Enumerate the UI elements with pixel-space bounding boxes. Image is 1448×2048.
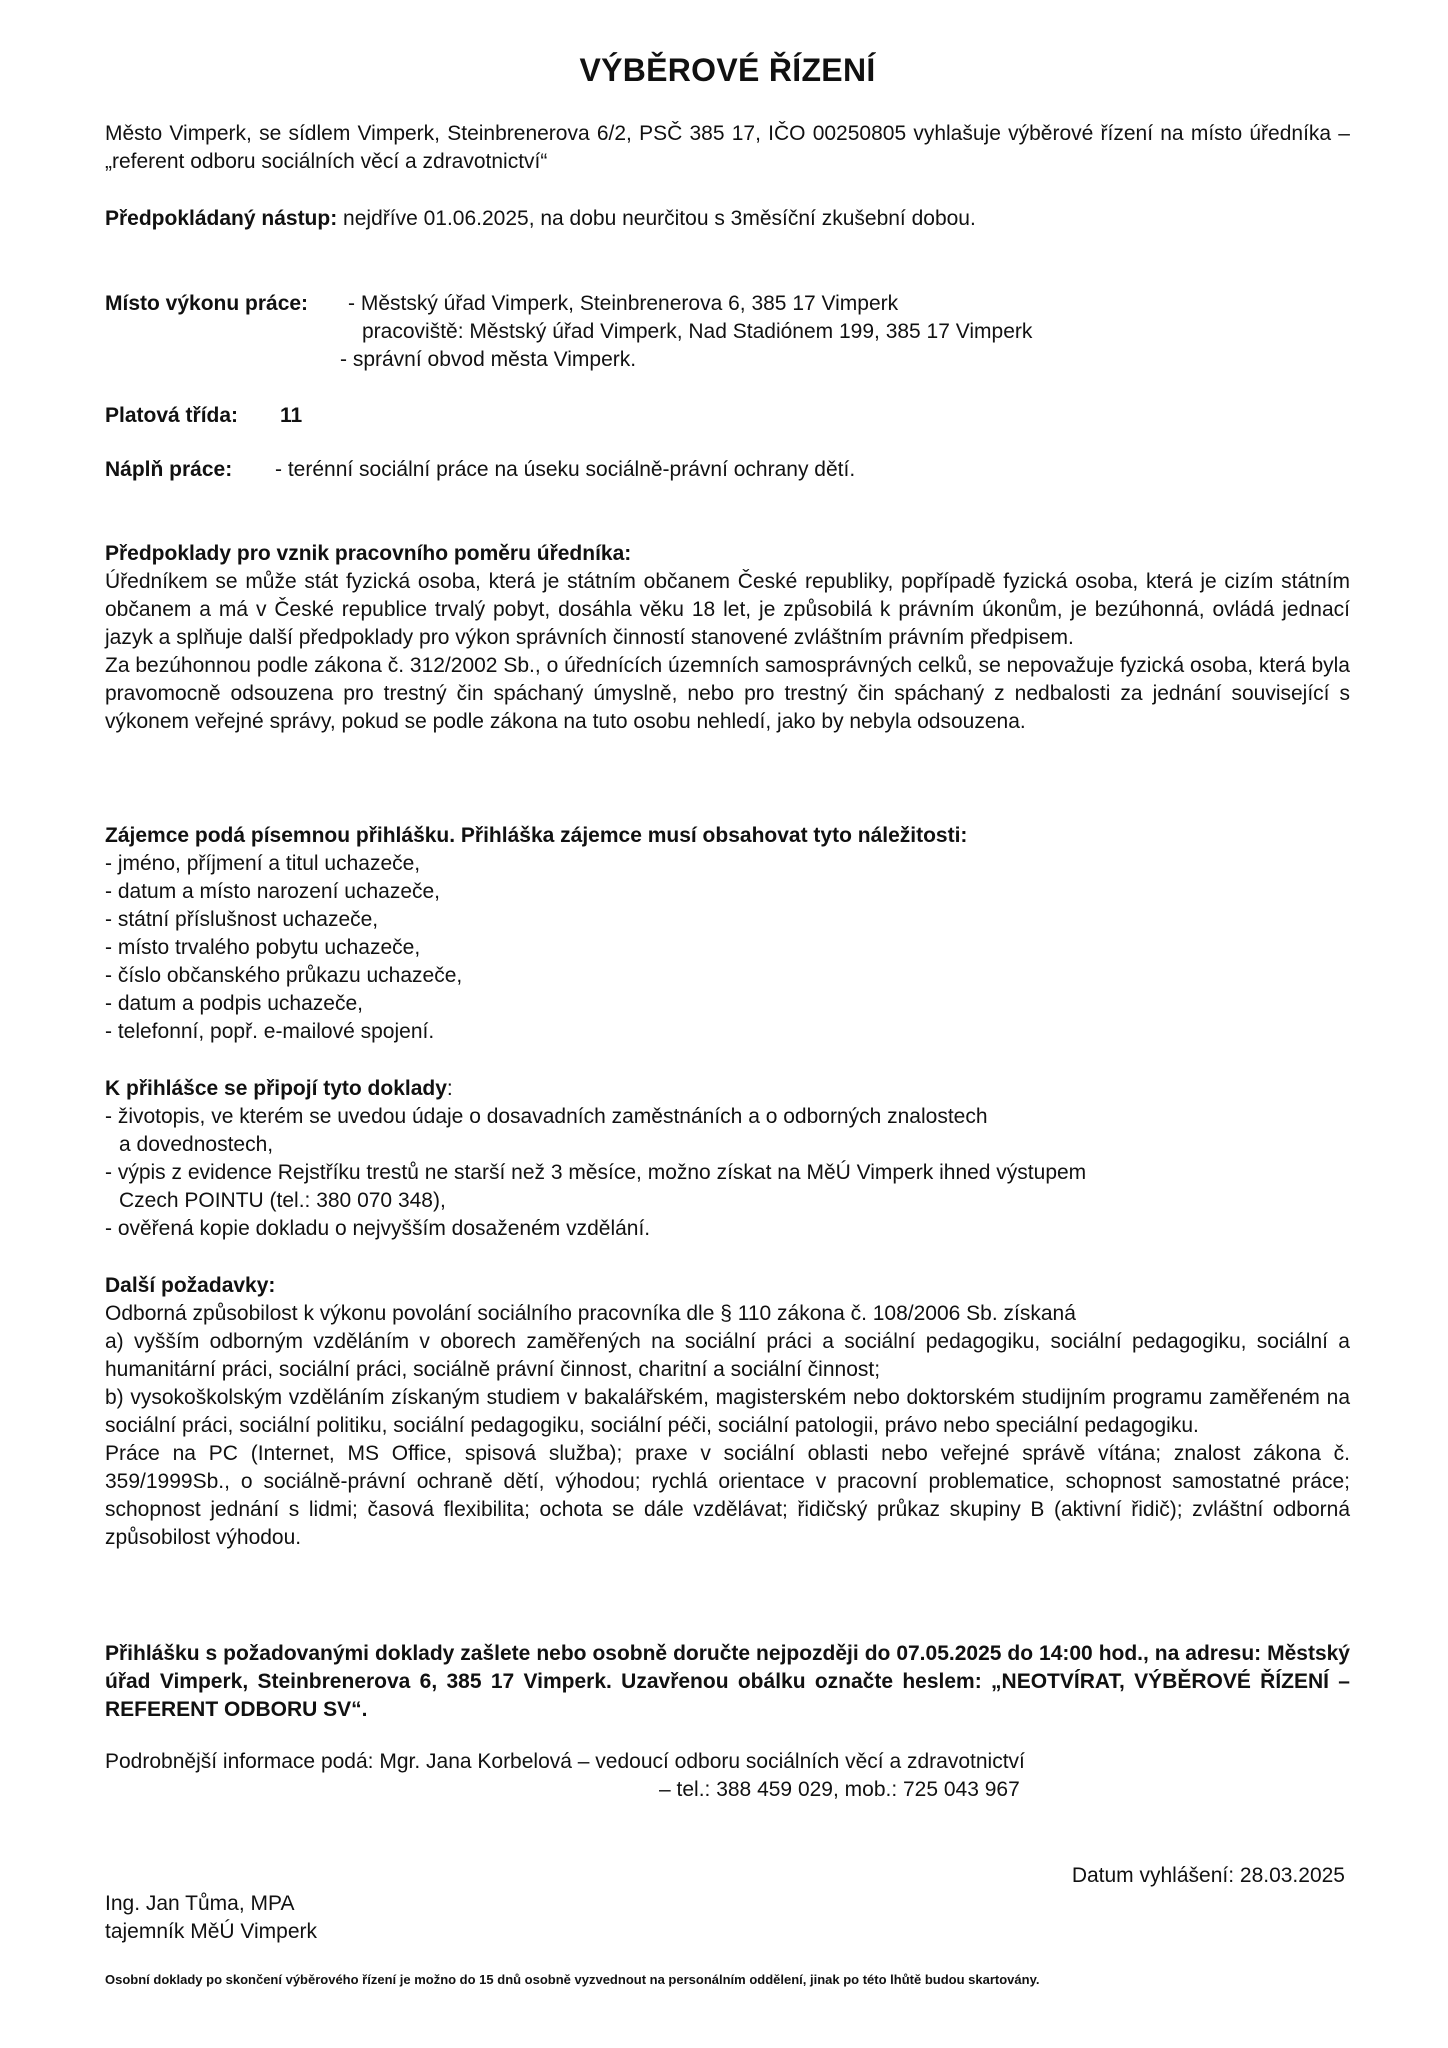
- workplace-line: pracoviště: Městský úřad Vimperk, Nad Stadiónem 199, 385 17 Vimperk: [362, 320, 1033, 343]
- submission-instructions: Přihlášku s požadovanými doklady zašlete nebo osobně doručte nejpozději do 07.05.2025 do 14:00 hod., na adresu: Městský úřad Vimperk, Steinbrenerova 6, 385 17 Vimperk. Uzavřenou obálku označte heslem: „NEOTVÍRAT, VÝBĚROVÉ ŘÍZENÍ – REFERENT ODBORU SV“.: [105, 1642, 1350, 1721]
- footer-note: Osobní doklady po skončení výběrového řízení je možno do 15 dnů osobně vyzvednout na personálním oddělení, jinak po této lhůtě budou skartovány.: [105, 1972, 1040, 1987]
- documents-line: - výpis z evidence Rejstříku trestů ne starší než 3 měsíce, možno získat na MěÚ Vimperk ihned výstupem: [105, 1161, 1087, 1184]
- requirements-line: Odborná způsobilost k výkonu povolání sociálního pracovníka dle § 110 zákona č. 108/2006 Sb. získaná: [105, 1302, 1076, 1325]
- documents-line: Czech POINTU (tel.: 380 070 348),: [119, 1189, 446, 1212]
- signatory-name: Ing. Jan Tůma, MPA: [105, 1892, 295, 1915]
- application-item: - jméno, příjmení a titul uchazeče,: [105, 852, 421, 875]
- requirements-item-b: b) vysokoškolským vzděláním získaným studiem v bakalářském, magisterském nebo doktorském studijním programu zaměřeném na sociální práci, sociální politiku, sociální pedagogiku, sociální péči, sociální patologii, právo nebo speciální pedagogiku.: [105, 1386, 1350, 1437]
- intro-paragraph: Město Vimperk, se sídlem Vimperk, Steinbrenerova 6/2, PSČ 385 17, IČO 00250805 vyhlašuje výběrové řízení na místo úředníka – „referent odboru sociálních věcí a zdravotnictví“: [105, 122, 1350, 173]
- job-value: - terénní sociální práce na úseku sociálně-právní ochrany dětí.: [275, 458, 856, 481]
- requirements-item-a: a) vyšším odborným vzděláním v oborech zaměřených na sociální práci a sociální pedagogiku, sociální pedagogiku, sociální a humanitární práci, sociální práci, sociálně právní činnost, charitní a sociální činnost;: [105, 1330, 1350, 1381]
- workplace-lines: [340, 290, 1032, 374]
- application-item: - datum a podpis uchazeče,: [105, 992, 363, 1015]
- application-item: - státní příslušnost uchazeče,: [105, 908, 379, 931]
- application-item: - číslo občanského průkazu uchazeče,: [105, 964, 463, 987]
- application-item: - datum a místo narození uchazeče,: [105, 880, 441, 903]
- contact-info: [105, 1748, 1350, 1804]
- requirements-other: Práce na PC (Internet, MS Office, spisová služba); praxe v sociální oblasti nebo veřejné správě vítána; znalost zákona č. 359/1999Sb., o sociálně-právní ochraně dětí, výhodou; rychlá orientace v pracovní problematice, schopnost samostatné práce; schopnost jednání s lidmi; časová flexibilita; ochota se dále vzdělávat; řidičský průkaz skupiny B (aktivní řidič); zvláštní odborná způsobilost výhodou.: [105, 1442, 1350, 1549]
- application-heading: Zájemce podá písemnou přihlášku. Přihláška zájemce musí obsahovat tyto náležitosti:: [105, 824, 968, 847]
- job-description: [105, 456, 1350, 484]
- workplace-label: Místo výkonu práce:: [105, 292, 309, 315]
- documents-line: a dovednostech,: [119, 1133, 274, 1156]
- workplace-line: - správní obvod města Vimperk.: [340, 348, 637, 371]
- contact-line: Podrobnější informace podá: Mgr. Jana Korbelová – vedoucí odboru sociálních věcí a zdravotnictví: [105, 1750, 1025, 1773]
- salary-grade: [105, 402, 1350, 430]
- start-label: Předpokládaný nástup:: [105, 207, 338, 230]
- job-label: Náplň práce:: [105, 458, 233, 481]
- application-item: - telefonní, popř. e-mailové spojení.: [105, 1020, 435, 1043]
- announcement-date: Datum vyhlášení: 28.03.2025: [1071, 1864, 1345, 1887]
- documents-heading: K přihlášce se připojí tyto doklady: [105, 1077, 447, 1100]
- documents-section: [105, 1075, 1350, 1243]
- prerequisites-paragraph: Úředníkem se může stát fyzická osoba, která je státním občanem České republiky, popřípadě fyzická osoba, která je cizím státním občanem a má v České republice trvalý pobyt, dosáhla věku 18 let, je způsobilá k právním úkonům, je bezúhonná, ovládá jednací jazyk a splňuje další předpoklady pro výkon správních činností stanovené zvláštním právním předpisem.: [105, 570, 1350, 649]
- salary-label: Platová třída:: [105, 404, 239, 427]
- prerequisites-paragraph: Za bezúhonnou podle zákona č. 312/2002 Sb., o úřednících územních samosprávných celků, se nepovažuje fyzická osoba, která byla pravomocně odsouzena pro trestný čin spáchaný úmyslně, nebo pro trestný čin spáchaný z nedbalosti za jednání související s výkonem veřejné správy, pokud se podle zákona na tuto osobu nehledí, jako by nebyla odsouzena.: [105, 654, 1350, 733]
- signatory-role: tajemník MěÚ Vimperk: [105, 1920, 318, 1943]
- signature-block: [105, 1890, 1350, 1946]
- documents-line: - životopis, ve kterém se uvedou údaje o dosavadních zaměstnáních a o odborných znalostech: [105, 1105, 988, 1128]
- application-section: [105, 822, 1350, 1046]
- documents-line: - ověřená kopie dokladu o nejvyšším dosaženém vzdělání.: [105, 1217, 651, 1240]
- workplace-line: - Městský úřad Vimperk, Steinbrenerova 6, 385 17 Vimperk: [348, 292, 899, 315]
- application-item: - místo trvalého pobytu uchazeče,: [105, 936, 421, 959]
- requirements-section: [105, 1272, 1350, 1552]
- documents-heading-row: K přihlášce se připojí tyto doklady:: [105, 1077, 453, 1100]
- requirements-heading: Další požadavky:: [105, 1274, 276, 1297]
- contact-phone: – tel.: 388 459 029, mob.: 725 043 967: [659, 1778, 1020, 1801]
- start-value: nejdříve 01.06.2025, na dobu neurčitou s 3měsíční zkušební dobou.: [337, 207, 976, 230]
- prerequisites-section: [105, 540, 1350, 736]
- start-date: [105, 205, 1350, 233]
- salary-value: 11: [280, 404, 303, 427]
- workplace-section: [105, 290, 1350, 374]
- prerequisites-heading: Předpoklady pro vznik pracovního poměru úředníka:: [105, 542, 632, 565]
- page-title: VÝBĚROVÉ ŘÍZENÍ: [579, 52, 876, 88]
